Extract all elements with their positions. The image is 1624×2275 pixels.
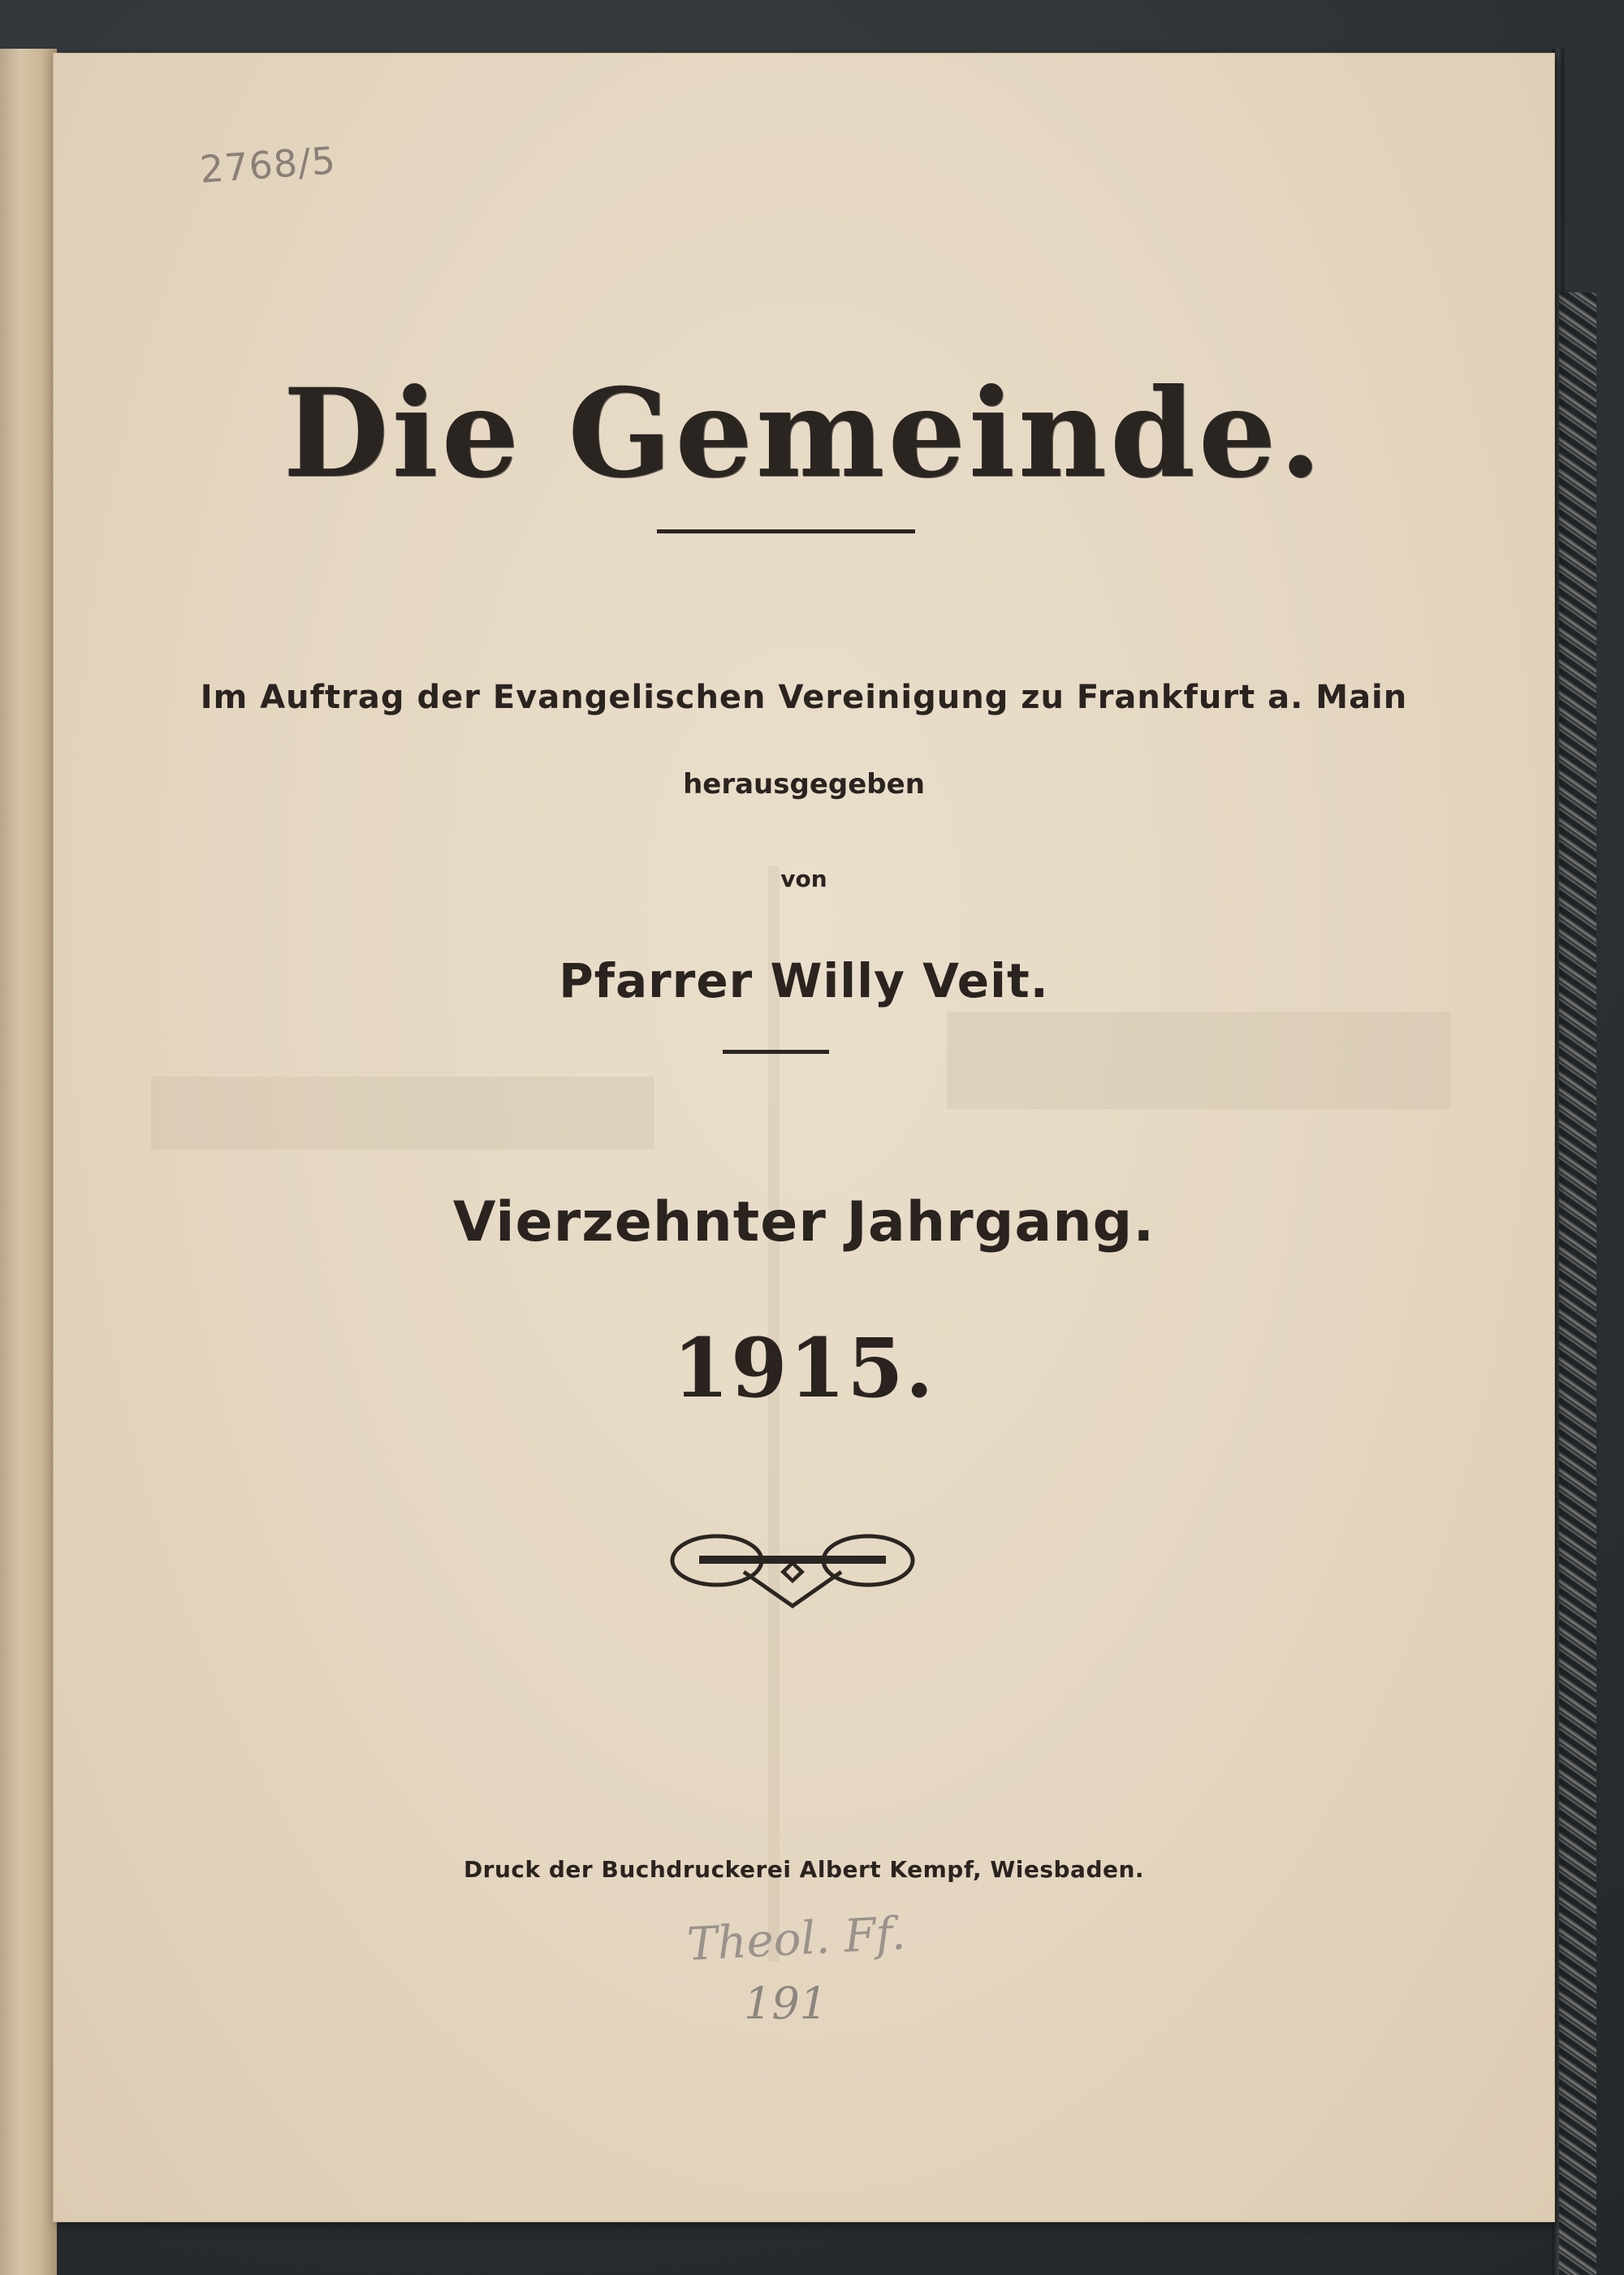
volume-number: Vierzehnter Jahrgang. (452, 1190, 1155, 1254)
library-stamp-line1: Theol. Ff. (685, 1907, 907, 1971)
decorative-ornament-icon (667, 1525, 918, 1614)
pencil-shelfmark: 2768/5 (198, 138, 338, 192)
published-line: herausgegeben (683, 768, 925, 801)
editor-name: Pfarrer Willy Veit. (559, 953, 1049, 1008)
show-through-mark (947, 1012, 1450, 1109)
library-stamp-line2: 191 (744, 1978, 828, 2029)
marbled-binding-strip (1559, 292, 1596, 2275)
editor-divider (723, 1050, 829, 1054)
publication-year: 1915. (672, 1320, 935, 1416)
show-through-mark (151, 1077, 654, 1150)
title-divider (657, 529, 915, 533)
printer-imprint: Druck der Buchdruckerei Albert Kempf, Wiesbaden. (463, 1856, 1145, 1883)
left-page-edge (0, 49, 57, 2275)
page-title: Die Gemeinde. (283, 362, 1325, 505)
commission-line: Im Auftrag der Evangelischen Vereinigung zu Frankfurt a. Main (200, 679, 1408, 716)
by-line: von (780, 866, 827, 892)
title-page (54, 54, 1554, 2221)
